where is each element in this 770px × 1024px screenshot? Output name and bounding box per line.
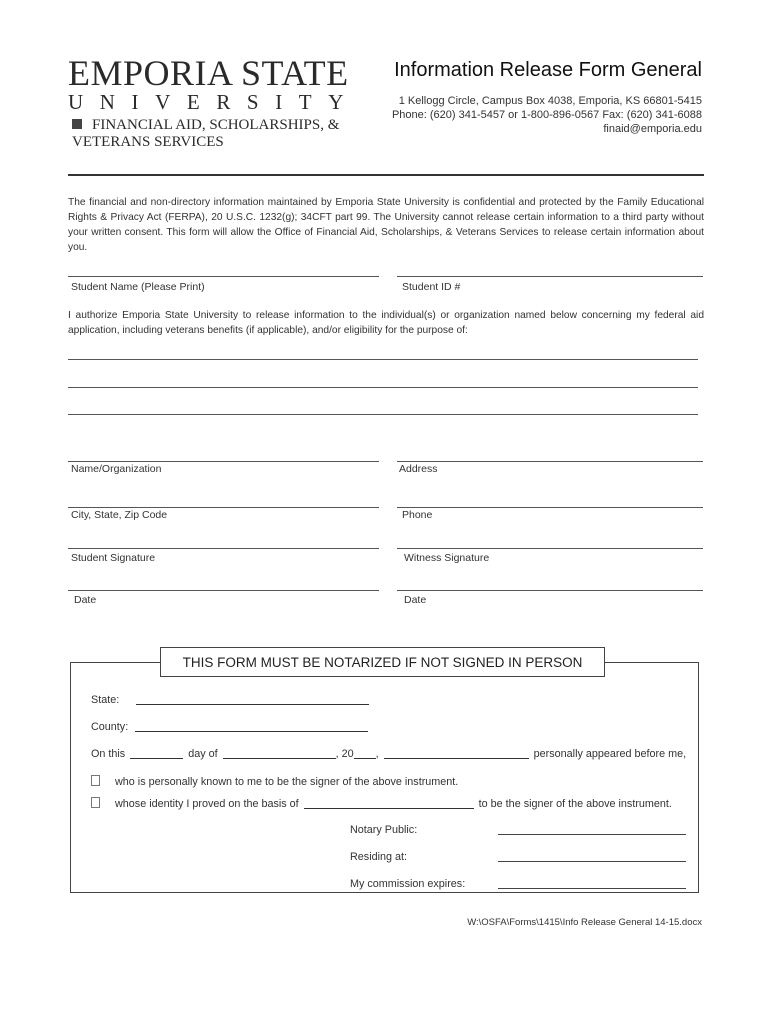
known-option: [91, 775, 458, 788]
department-name-line1: [72, 117, 339, 134]
name-org-line[interactable]: [68, 461, 379, 462]
appeared-name-field[interactable]: [384, 747, 529, 759]
witness-signature-label: Witness Signature: [404, 552, 490, 564]
day-field[interactable]: [130, 747, 183, 759]
ferpa-paragraph: The financial and non-directory information maintained by Emporia State University is confidential and protected by the Family Educational Rights & Privacy Act (FERPA), 20 U.S.C. 1232(g); 34CFT part 99. The University cannot release certain information to a third party without your written consent. This form will allow the Office of Financial Aid, Scholarships, & Veterans Services to release certain information about you.: [68, 197, 704, 253]
notary-county-field[interactable]: [135, 720, 368, 732]
month-field[interactable]: [223, 747, 336, 759]
notary-state-label: State:: [91, 694, 120, 706]
purpose-line-3[interactable]: [68, 414, 698, 415]
notary-title: THIS FORM MUST BE NOTARIZED IF NOT SIGNED IN PERSON: [160, 647, 605, 677]
square-bullet-icon: [72, 119, 82, 129]
student-name-label: Student Name (Please Print): [71, 281, 205, 293]
notary-state-row: [91, 693, 369, 706]
on-this-label: On this: [91, 748, 126, 760]
department-name-text: FINANCIAL AID, SCHOLARSHIPS, &: [92, 117, 340, 133]
year-separator: ,: [375, 748, 379, 760]
proved-end-label: to be the signer of the above instrument.: [478, 798, 672, 810]
header-divider: [68, 174, 704, 176]
phone-label: Phone: [402, 509, 433, 521]
form-title: Information Release Form General: [394, 59, 702, 81]
name-org-label: Name/Organization: [71, 463, 162, 475]
city-state-zip-label: City, State, Zip Code: [71, 509, 168, 521]
year-prefix-label: 20: [341, 748, 354, 760]
file-path-footer: W:\OSFA\Forms\1415\Info Release General 14-15.docx: [467, 917, 702, 928]
phone-line[interactable]: [397, 507, 703, 508]
proved-label: whose identity I proved on the basis of: [115, 798, 299, 810]
notary-state-field[interactable]: [136, 693, 369, 705]
commission-label: My commission expires:: [350, 878, 466, 890]
purpose-line-2[interactable]: [68, 387, 698, 388]
purpose-line-1[interactable]: [68, 359, 698, 360]
notary-county-label: County:: [91, 721, 129, 733]
notary-date-row: On this day of , 20 , personally appeared before me,: [91, 748, 687, 760]
proved-basis-field[interactable]: [304, 797, 474, 809]
department-name-line2: VETERANS SERVICES: [72, 134, 224, 150]
proved-option: [91, 797, 672, 810]
year-field[interactable]: [354, 747, 376, 759]
email-link[interactable]: finaid@emporia.edu: [603, 123, 702, 135]
student-id-label: Student ID #: [402, 281, 461, 293]
university-subtitle: UNIVERSITY: [68, 90, 360, 114]
residing-field[interactable]: [498, 861, 686, 862]
proved-checkbox[interactable]: [91, 797, 100, 808]
known-checkbox[interactable]: [91, 775, 100, 786]
student-date-label: Date: [74, 594, 97, 606]
day-of-label: day of: [188, 748, 218, 760]
authorization-paragraph: I authorize Emporia State University to release information to the individual(s) or organization named below concerning my federal aid application, including veterans benefits (if applicable), and/or eligibility for the purpose of:: [68, 310, 704, 336]
student-signature-line[interactable]: [68, 548, 379, 549]
witness-signature-line[interactable]: [397, 548, 703, 549]
student-name-line[interactable]: [68, 276, 379, 277]
known-label: who is personally known to me to be the signer of the above instrument.: [115, 776, 459, 788]
commission-field[interactable]: [498, 888, 686, 889]
residing-label: Residing at:: [350, 851, 408, 863]
university-name: EMPORIA STATE: [68, 53, 349, 93]
witness-date-line[interactable]: [397, 590, 703, 591]
student-date-line[interactable]: [68, 590, 379, 591]
notary-county-row: [91, 720, 368, 733]
student-signature-label: Student Signature: [71, 552, 156, 564]
notary-public-label: Notary Public:: [350, 824, 418, 836]
notary-public-field[interactable]: [498, 834, 686, 835]
personally-appeared-label: personally appeared before me,: [533, 748, 687, 760]
witness-date-label: Date: [404, 594, 427, 606]
address-line: 1 Kellogg Circle, Campus Box 4038, Emporia, KS 66801-5415: [398, 95, 702, 107]
phone-fax-line: Phone: (620) 341-5457 or 1-800-896-0567 Fax: (620) 341-6088: [391, 109, 702, 121]
address-label: Address: [399, 463, 438, 475]
address-line-field[interactable]: [397, 461, 703, 462]
student-id-line[interactable]: [397, 276, 703, 277]
city-state-zip-line[interactable]: [68, 507, 379, 508]
